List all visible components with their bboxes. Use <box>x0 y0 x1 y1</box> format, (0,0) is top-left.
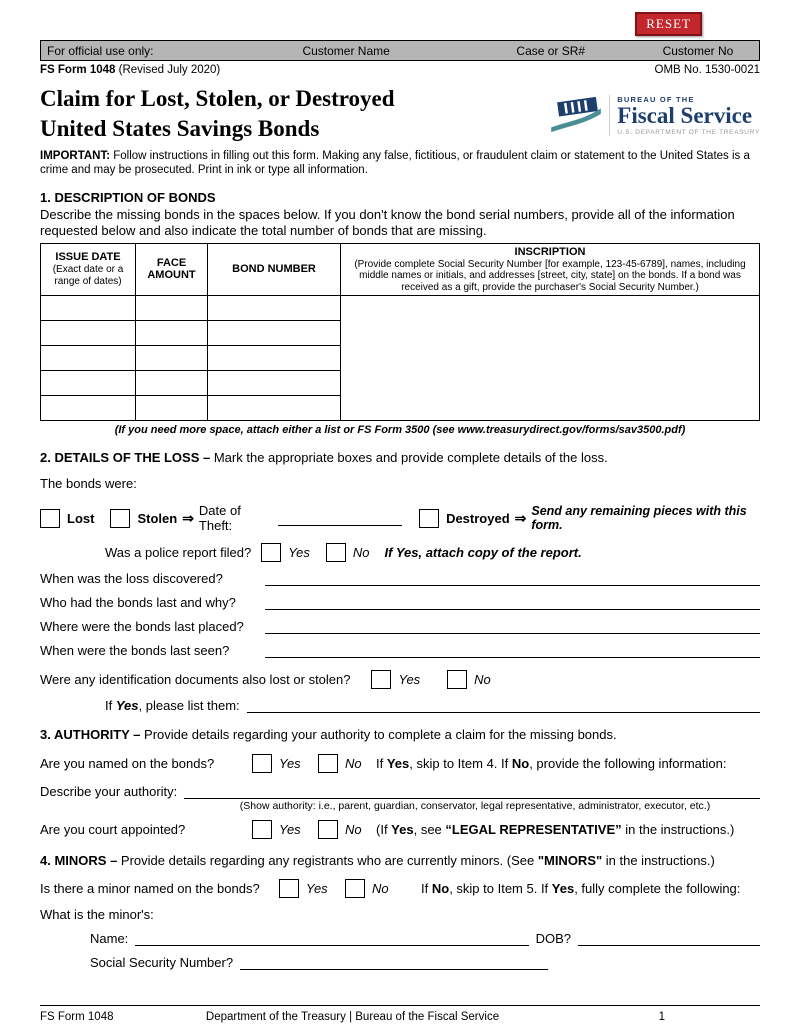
issue-date-header: ISSUE DATE (Exact date or a range of dates) <box>41 243 136 296</box>
loss-discovered-row <box>40 571 760 586</box>
footer-form-id: FS Form 1048 <box>40 1011 114 1023</box>
minor-dob-input[interactable] <box>578 931 760 946</box>
issue-date-cell[interactable] <box>41 396 136 421</box>
minor-named-question: Is there a minor named on the bonds? <box>40 881 260 897</box>
destroyed-checkbox[interactable] <box>419 509 439 528</box>
minor-ssn-row <box>90 955 760 970</box>
bond-row-1 <box>41 296 760 321</box>
face-amount-cell[interactable] <box>136 296 208 321</box>
who-had-bonds-input[interactable] <box>265 595 760 610</box>
minor-named-note: If No, skip to Item 5. If Yes, fully complete the following: <box>421 881 741 897</box>
official-use-label: For official use only: <box>47 43 154 58</box>
where-placed-row <box>40 619 760 634</box>
minor-yes-label: Yes <box>306 881 328 897</box>
named-on-bonds-note: If Yes, skip to Item 4. If No, provide the following information: <box>376 756 727 772</box>
police-no-checkbox[interactable] <box>326 543 346 562</box>
loss-discovered-question: When was the loss discovered? <box>40 571 223 587</box>
issue-date-cell[interactable] <box>41 321 136 346</box>
named-on-bonds-row <box>40 754 760 773</box>
documents-list-input[interactable] <box>247 698 760 713</box>
id-documents-question: Were any identification documents also lost or stolen? <box>40 672 351 688</box>
minor-named-row <box>40 879 760 898</box>
named-yes-label: Yes <box>279 756 301 772</box>
id-docs-yes-checkbox[interactable] <box>371 670 391 689</box>
police-no-label: No <box>352 545 370 561</box>
logo-dept-text: U.S. DEPARTMENT OF THE TREASURY <box>617 128 760 136</box>
form-id-revision: FS Form 1048 (Revised July 2020) <box>40 64 221 76</box>
id-docs-no-label: No <box>474 672 491 688</box>
minor-name-input[interactable] <box>135 931 528 946</box>
fiscal-service-logo <box>549 86 760 145</box>
court-appointed-note: (If Yes, see “LEGAL REPRESENTATIVE” in the instructions.) <box>376 822 735 838</box>
customer-name-label[interactable]: Customer Name <box>302 43 390 58</box>
lost-label: Lost <box>67 510 95 526</box>
destroyed-label: Destroyed <box>446 510 510 526</box>
minor-ssn-label: Social Security Number? <box>90 955 234 971</box>
date-of-theft-input[interactable] <box>278 511 402 526</box>
face-amount-cell[interactable] <box>136 321 208 346</box>
important-notice: IMPORTANT: Follow instructions in filling out this form. Making any false, fictitious, or fraudulent claim or statement to the United States is a crime and may be prosecuted. Print in ink or type all information. <box>40 149 750 177</box>
date-of-theft-label: Date of Theft: <box>198 503 241 534</box>
authority-row <box>40 784 760 799</box>
list-documents-row <box>105 698 760 713</box>
authority-input[interactable] <box>184 784 760 799</box>
minor-name-label: Name: <box>90 931 129 947</box>
where-placed-input[interactable] <box>265 619 760 634</box>
section3-heading: 3. AUTHORITY – Provide details regarding your authority to complete a claim for the missing bonds. <box>40 727 617 743</box>
form-meta-row <box>40 61 760 78</box>
customer-no-label[interactable]: Customer No <box>662 43 734 58</box>
more-space-note: (If you need more space, attach either a list or FS Form 3500 (see www.treasurydirect.gov/forms/sav3500.pdf) <box>114 424 686 437</box>
bond-number-header: BOND NUMBER <box>208 243 341 296</box>
face-amount-cell[interactable] <box>136 396 208 421</box>
bond-number-cell[interactable] <box>208 321 341 346</box>
bond-number-cell[interactable] <box>208 396 341 421</box>
issue-date-cell[interactable] <box>41 346 136 371</box>
destroyed-arrow-icon: ⇒ <box>514 509 527 526</box>
list-them-label: If Yes, please list them: <box>105 698 240 714</box>
when-seen-row <box>40 643 760 658</box>
reset-button[interactable]: RESET <box>635 12 702 36</box>
inscription-cell[interactable] <box>341 296 760 421</box>
destroyed-note: Send any remaining pieces with this form. <box>531 504 747 533</box>
section2-heading: 2. DETAILS OF THE LOSS – Mark the appropriate boxes and provide complete details of the loss. <box>40 450 608 466</box>
form-title-line1: Claim for Lost, Stolen, or Destroyed <box>40 86 395 111</box>
logo-name-text: Fiscal Service <box>617 102 753 128</box>
case-sr-label[interactable]: Case or SR# <box>516 43 586 58</box>
bond-number-cell[interactable] <box>208 346 341 371</box>
issue-date-cell[interactable] <box>41 371 136 396</box>
court-yes-checkbox[interactable] <box>252 820 272 839</box>
police-report-row <box>105 543 760 562</box>
when-seen-input[interactable] <box>265 643 760 658</box>
minor-name-row <box>90 931 760 946</box>
minor-what-label: What is the minor's: <box>40 907 154 923</box>
where-placed-question: Where were the bonds last placed? <box>40 619 244 635</box>
bond-number-cell[interactable] <box>208 371 341 396</box>
logo-bureau-text: BUREAU OF THE <box>617 94 695 104</box>
minor-no-label: No <box>372 881 389 897</box>
who-had-bonds-question: Who had the bonds last and why? <box>40 595 236 611</box>
form-title <box>40 84 395 145</box>
fiscal-service-logo-text <box>609 95 760 136</box>
issue-date-cell[interactable] <box>41 296 136 321</box>
official-use-bar <box>40 40 760 61</box>
face-amount-cell[interactable] <box>136 346 208 371</box>
court-appointed-row <box>40 820 760 839</box>
police-yes-checkbox[interactable] <box>261 543 281 562</box>
inscription-header: INSCRIPTION (Provide complete Social Security Number [for example, 123-45-6789], names, including middle names or initials, and addresses [street, city, state] on the bonds. If a bond was received as a gift, provide the purchaser's Social Security Number.) <box>341 243 760 296</box>
minor-dob-label: DOB? <box>535 931 571 947</box>
face-amount-header: FACE AMOUNT <box>136 243 208 296</box>
id-docs-no-checkbox[interactable] <box>447 670 467 689</box>
police-report-question: Was a police report filed? <box>105 545 252 561</box>
footer-page-number: 1 <box>658 1011 665 1023</box>
when-seen-question: When were the bonds last seen? <box>40 643 230 659</box>
court-no-checkbox[interactable] <box>318 820 338 839</box>
bonds-table-header-row <box>41 243 760 296</box>
id-docs-yes-label: Yes <box>398 672 421 688</box>
court-yes-label: Yes <box>279 822 301 838</box>
court-no-label: No <box>345 822 362 838</box>
authority-hint: (Show authority: i.e., parent, guardian, conservator, legal representative, administrator, executor, etc.) <box>239 800 711 813</box>
court-appointed-question: Are you court appointed? <box>40 822 186 838</box>
minor-ssn-input[interactable] <box>240 955 548 970</box>
bonds-were-label: The bonds were: <box>40 476 137 492</box>
who-had-bonds-row <box>40 595 760 610</box>
minor-yes-checkbox[interactable] <box>279 879 299 898</box>
authority-label: Describe your authority: <box>40 784 178 800</box>
section1-description: Describe the missing bonds in the spaces below. If you don't know the bond serial numbers, provide all of the information requested below and also indicate the total number of bonds that are missing. <box>40 207 735 239</box>
loss-type-row <box>40 503 760 533</box>
stolen-label: Stolen <box>137 510 178 526</box>
stolen-checkbox[interactable] <box>110 509 130 528</box>
minor-no-checkbox[interactable] <box>345 879 365 898</box>
title-row <box>40 84 760 145</box>
named-on-bonds-question: Are you named on the bonds? <box>40 756 215 772</box>
id-documents-row <box>40 670 760 689</box>
named-yes-checkbox[interactable] <box>252 754 272 773</box>
form-title-line2: United States Savings Bonds <box>40 116 320 142</box>
named-no-checkbox[interactable] <box>318 754 338 773</box>
omb-number: OMB No. 1530-0021 <box>654 64 760 76</box>
section4-heading: 4. MINORS – Provide details regarding any registrants who are currently minors. (See "MINORS" in the instructions.) <box>40 853 715 869</box>
page-footer <box>40 1005 760 1023</box>
lost-checkbox[interactable] <box>40 509 60 528</box>
footer-department: Department of the Treasury | Bureau of the Fiscal Service <box>205 1011 500 1023</box>
loss-discovered-input[interactable] <box>265 571 760 586</box>
reset-row <box>40 8 760 40</box>
named-no-label: No <box>345 756 362 772</box>
section1-heading: 1. DESCRIPTION OF BONDS <box>40 190 216 206</box>
bonds-table <box>40 243 760 422</box>
fiscal-service-flag-icon <box>549 94 603 136</box>
bond-number-cell[interactable] <box>208 296 341 321</box>
police-report-note: If Yes, attach copy of the report. <box>384 545 582 561</box>
stolen-arrow-icon: ⇒ <box>182 509 194 526</box>
face-amount-cell[interactable] <box>136 371 208 396</box>
police-yes-label: Yes <box>288 545 310 561</box>
